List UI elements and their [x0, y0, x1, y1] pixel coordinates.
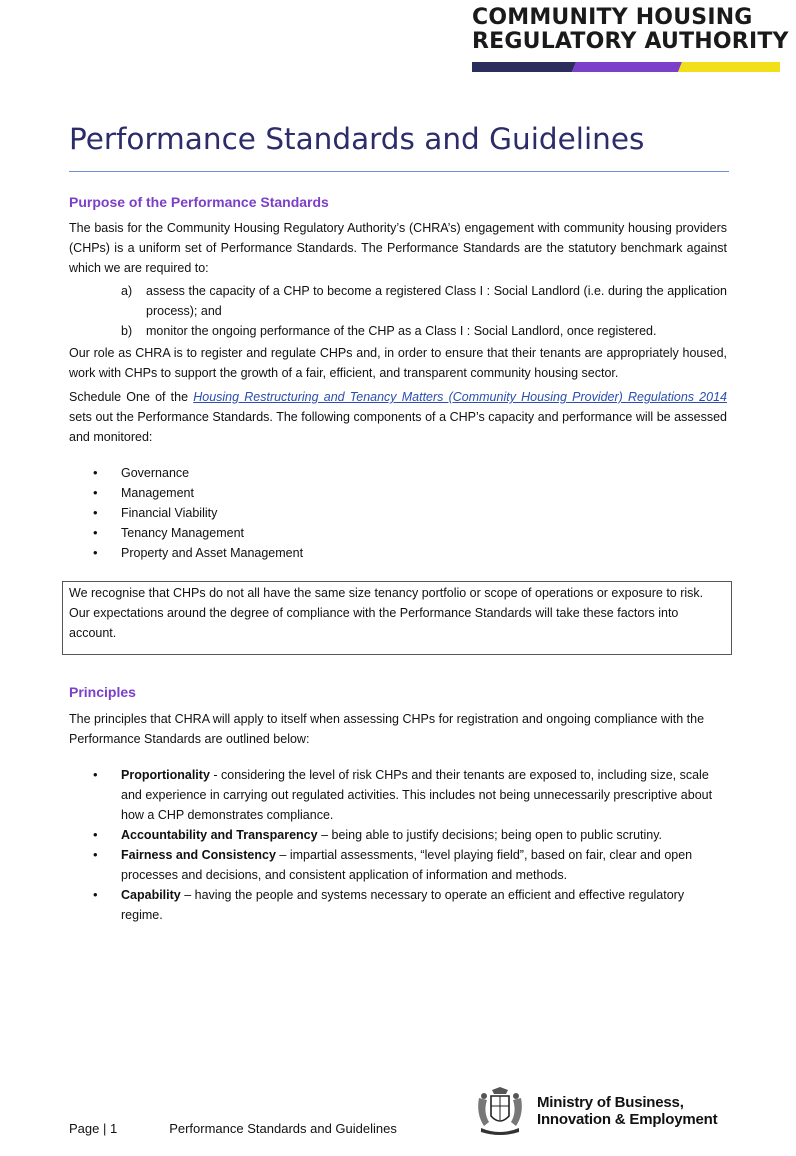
- list-item: [69, 321, 727, 341]
- list-item-text: assess the capacity of a CHP to become a registered Class I : Social Landlord (i.e. during the application process); and: [146, 284, 727, 318]
- principle-sep: –: [317, 828, 332, 842]
- list-item: [69, 463, 727, 483]
- bullet-icon: •: [93, 827, 98, 842]
- ministry-line-2: Innovation & Employment: [537, 1111, 718, 1128]
- bullet-icon: •: [93, 887, 98, 902]
- components-list: [69, 463, 727, 563]
- principle-text: having the people and systems necessary to operate an efficient and effective regulatory regime.: [121, 888, 685, 922]
- component-label: Financial Viability: [121, 506, 218, 520]
- bullet-icon: •: [93, 847, 98, 862]
- title-divider: [69, 171, 729, 172]
- principles-heading: Principles: [69, 684, 136, 700]
- schedule-paragraph: [69, 387, 727, 447]
- bullet-icon: •: [93, 465, 98, 480]
- principle-sep: -: [209, 768, 222, 782]
- regulations-link[interactable]: Housing Restructuring and Tenancy Matters (Community Housing Provider) Regulations 2014: [193, 390, 727, 404]
- component-label: Governance: [121, 466, 190, 480]
- principle-text: considering the level of risk CHPs and their tenants are exposed to, including size, scale and experience in carrying out regulated activities. This includes not being unnecessarily prescriptive about how a CHP demonstrates compliance.: [121, 768, 713, 822]
- principle-sep: –: [180, 888, 195, 902]
- ministry-line-1: Ministry of Business,: [537, 1094, 684, 1111]
- list-item: [69, 281, 727, 321]
- principle-text: being able to justify decisions; being open to public scrutiny.: [331, 828, 663, 842]
- purpose-intro: The basis for the Community Housing Regulatory Authority’s (CHRA’s) engagement with community housing providers (CHPs) is a uniform set of Performance Standards. The Performance Standards are the statutory benchmark against which we are required to:: [69, 221, 727, 275]
- principle-term: Accountability and Transparency: [121, 828, 318, 842]
- component-label: Management: [121, 486, 194, 500]
- bullet-icon: •: [93, 505, 98, 520]
- note-box: [62, 581, 732, 655]
- list-marker: b): [121, 324, 133, 338]
- list-item: [69, 825, 727, 845]
- logo-line-1: COMMUNITY HOUSING: [472, 5, 753, 30]
- bullet-icon: •: [93, 767, 98, 782]
- purpose-heading: Purpose of the Performance Standards: [69, 194, 329, 210]
- role-paragraph: Our role as CHRA is to register and regulate CHPs and, in order to ensure that their tenants are appropriately housed, work with CHPs to support the growth of a fair, efficient, and transparent community housing sector.: [69, 346, 727, 380]
- list-item: [69, 765, 727, 825]
- list-item-text: monitor the ongoing performance of the CHP as a Class I : Social Landlord, once registered.: [146, 324, 657, 338]
- component-label: Tenancy Management: [121, 526, 244, 540]
- requirements-list: [69, 281, 727, 341]
- bullet-icon: •: [93, 545, 98, 560]
- logo-color-bar: [472, 62, 780, 72]
- principle-sep: –: [275, 848, 290, 862]
- note-text: We recognise that CHPs do not all have the same size tenancy portfolio or scope of operations or exposure to risk. Our expectations around the degree of compliance with the Performance Standards will take these factors into account.: [69, 586, 704, 640]
- principle-term: Fairness and Consistency: [121, 848, 276, 862]
- coat-of-arms-icon: [475, 1086, 525, 1136]
- principles-list: [69, 765, 727, 925]
- footer-doc-title: Performance Standards and Guidelines: [169, 1121, 397, 1136]
- logo-line-2: REGULATORY AUTHORITY: [472, 29, 789, 54]
- list-item: [69, 885, 727, 925]
- list-item: [69, 543, 727, 563]
- page-number: Page | 1: [69, 1121, 118, 1136]
- principle-term: Capability: [121, 888, 181, 902]
- principle-term: Proportionality: [121, 768, 210, 782]
- bullet-icon: •: [93, 525, 98, 540]
- page-title: Performance Standards and Guidelines: [69, 122, 645, 156]
- list-item: [69, 845, 727, 885]
- principles-intro: The principles that CHRA will apply to itself when assessing CHPs for registration and ongoing compliance with the Performance Standards are outlined below:: [69, 712, 705, 746]
- bullet-icon: •: [93, 485, 98, 500]
- principle-text: impartial assessments, “level playing field”, based on fair, clear and open processes and decisions, and consistent application of information and methods.: [121, 848, 693, 882]
- page-footer: [69, 1121, 397, 1136]
- chra-logo: [472, 5, 789, 54]
- schedule-post: sets out the Performance Standards. The following components of a CHP’s capacity and performance will be assessed and monitored:: [69, 410, 727, 444]
- schedule-pre: Schedule One of the: [69, 390, 194, 404]
- list-item: [69, 483, 727, 503]
- list-marker: a): [121, 284, 133, 298]
- list-item: [69, 523, 727, 543]
- list-item: [69, 503, 727, 523]
- ministry-logo-text: [537, 1094, 717, 1128]
- component-label: Property and Asset Management: [121, 546, 304, 560]
